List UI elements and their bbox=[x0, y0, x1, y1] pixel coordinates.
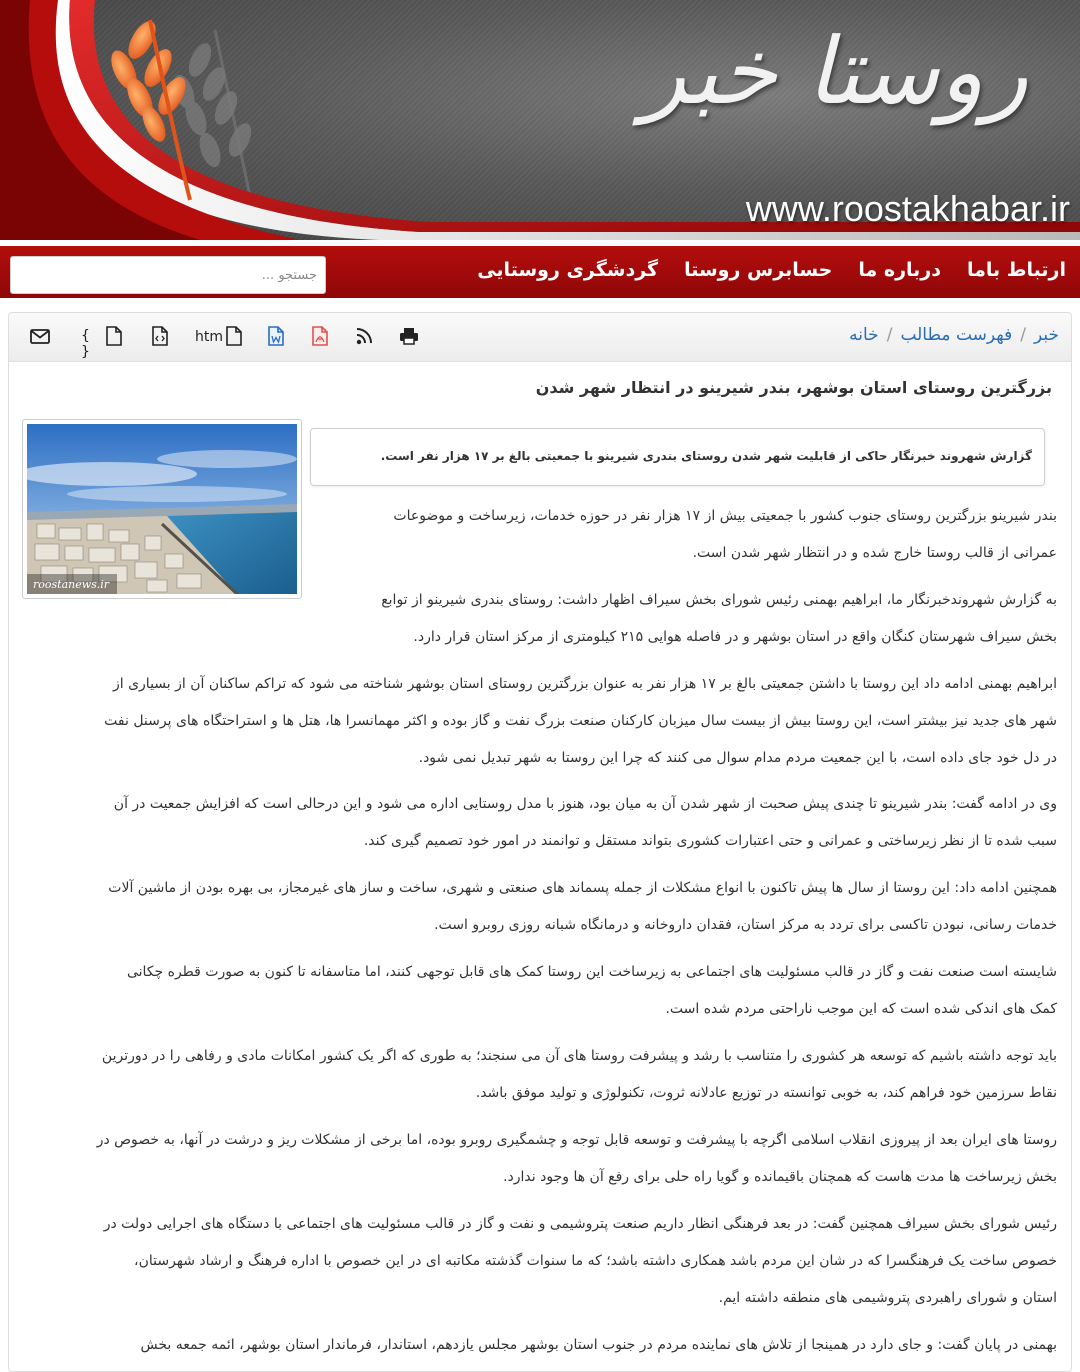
paragraph-line: ابراهیم بهمنی ادامه داد این روستا با داشتن جمعیتی بالغ بر ۱۷ هزار نفر به عنوان بزرگترین روستای استان بوشهر شناخته می شود که تراکم ساکنان آن از بسیاری از bbox=[112, 676, 1057, 692]
rss-icon[interactable] bbox=[355, 325, 375, 351]
breadcrumb-separator: / bbox=[1020, 325, 1026, 345]
export-tools bbox=[29, 325, 429, 360]
nav-item-contact-us[interactable]: ارتباط باما bbox=[967, 259, 1066, 281]
paragraph-line: بهمنی در پایان گفت: و جای دارد در همینجا از تلاش های نماینده مردم در جنوب استان بوشهر مجلس یازدهم، استاندار، فرماندار استان بوشهر، ائمه جمعه بخش bbox=[140, 1337, 1057, 1353]
code-icon[interactable] bbox=[151, 325, 169, 351]
paragraph-line: وی در ادامه گفت: بندر شیرینو تا چندی پیش صحبت از شهر شدن آن به میان بود، هنوز با مدل روستایی اداره می شود و این درحالی است که افزایش جمعیت در آن bbox=[113, 796, 1057, 812]
nav-item-village-auditor[interactable]: حسابرس روستا bbox=[684, 259, 833, 281]
paragraph-line: کمک های اندکی شده است که این موجب ناراحتی مردم شده است. bbox=[665, 1001, 1057, 1017]
breadcrumb bbox=[849, 325, 1059, 345]
pdf-icon[interactable] bbox=[311, 325, 329, 351]
paragraph-line: بخش زیرساخت ها مدت هاست که همچنان باقیمانده و گویا راه حلی برای رفع آن ها وجود ندارد. bbox=[503, 1169, 1057, 1185]
nav-item-rural-tourism[interactable]: گردشگری روستایی bbox=[477, 259, 659, 281]
article-paragraph bbox=[393, 498, 1057, 572]
breadcrumb-news[interactable]: خبر bbox=[1033, 325, 1059, 345]
article-lead-box bbox=[310, 428, 1045, 486]
paragraph-line: عمرانی از قالب روستا خارج شده و در انتظار شهر شدن است. bbox=[692, 545, 1057, 561]
search-input[interactable] bbox=[10, 256, 326, 294]
nav-menu bbox=[477, 259, 1066, 281]
paragraph-line: استان و شورای راهبردی پتروشیمی های منطقه داشته ایم. bbox=[718, 1290, 1057, 1306]
article-paragraph bbox=[97, 1122, 1057, 1196]
paragraph-line: همچنین ادامه داد: این روستا از سال ها پیش تاکنون با انواع مشکلات از جمله پسماند های صنعتی و شهری، ساخت و ساز های غیرمجاز، بی بهره بودن از ماشین آلات bbox=[108, 880, 1057, 896]
article-paragraph bbox=[127, 954, 1057, 1028]
paragraph-line: باید توجه داشته باشیم که توسعه هر کشوری را متناسب با رشد و پیشرفت روستا های آن می سنجند؛ به طوری که اگر یک کشور امکانات مادی و رفاهی را در دورترین bbox=[101, 1048, 1057, 1064]
paragraph-line: رئیس شورای بخش سیراف همچنین گفت: در بعد فرهنگی انظار داریم صنعت پتروشیمی و نفت و گاز در قالب مسئولیت های اجتماعی با دستگاه های اجرایی دولت در bbox=[103, 1216, 1057, 1232]
article-toolbar bbox=[9, 313, 1071, 362]
article-paragraph bbox=[381, 582, 1057, 656]
paragraph-line: شایسته است صنعت نفت و گاز در قالب مسئولیت های اجتماعی به زیرساخت این روستا کمک های قابل توجهی کنند، اما متاسفانه تا کنون به صورت قطره چکانی bbox=[126, 964, 1057, 980]
paragraph-line: خدمات رسانی، نبودن تاکسی برای تردد به مرکز استان، فقدان داروخانه و درمانگاه شبانه روزی روبرو است. bbox=[434, 917, 1057, 933]
photo-watermark: roostanews.ir bbox=[33, 578, 110, 591]
paragraph-line: نقاط سرزمین خود فراهم کند، به خوبی توانسته در توزیع عادلانه ثروت، تکنولوژی و تولید موفق باشد. bbox=[475, 1085, 1057, 1101]
article-photo bbox=[27, 424, 297, 594]
article-paragraph bbox=[102, 1038, 1057, 1112]
paragraph-line: در دل خود جای داده است، با این جمعیت مردم مدام سوال می کنند که چرا این روستا به شهر تبدیل نمی شود. bbox=[418, 750, 1057, 766]
paragraph-line: روستا های ایران بعد از پیروزی انقلاب اسلامی اگرچه با پیشرفت و توسعه قابل توجه و چشمگیری روبرو بوده، اما برخی از مشکلات ریز و درشت در آنها، به خصوص در bbox=[96, 1132, 1057, 1148]
article-paragraph bbox=[141, 1327, 1057, 1364]
main-nav-bar bbox=[0, 240, 1080, 298]
nav-item-about-us[interactable]: درباره ما bbox=[858, 259, 941, 281]
breadcrumb-contents[interactable]: فهرست مطالب bbox=[900, 325, 1013, 345]
paragraph-line: به گزارش شهروندخبرنگار ما، ابراهیم بهمنی رئیس شورای بخش سیراف اظهار داشت: روستای بندری شیرینو از توابع bbox=[381, 592, 1057, 608]
article-paragraph bbox=[108, 870, 1057, 944]
article-paragraph bbox=[104, 666, 1057, 777]
article-title: بزرگترین روستای استان بوشهر، بندر شیرینو در انتظار شهر شدن bbox=[535, 378, 1052, 397]
article-paragraph bbox=[114, 786, 1057, 860]
paragraph-line: بخش سیراف شهرستان کنگان واقع در استان بوشهر و در فاصله هوایی ۲۱۵ کیلومتری از مرکز استان قرار دارد. bbox=[413, 629, 1057, 645]
paragraph-line: خصوص ساخت یک فرهنگسرا که در شان این مردم باشد همکاری داشته باشد؛ که ما سنوات گذشته مکاتبه ای در این خصوص با اداره فرهنگ و ارشاد شهرستان، bbox=[134, 1253, 1057, 1269]
breadcrumb-home[interactable]: خانه bbox=[849, 325, 879, 345]
article-paragraph bbox=[104, 1206, 1057, 1317]
header-banner bbox=[0, 0, 1080, 240]
article-photo-frame bbox=[22, 419, 302, 599]
htm-label: htm bbox=[195, 329, 223, 345]
paragraph-line: شهر های جدید نیز بیشتر است، این روستا بیش از بیست سال میزبان کارکنان صنعت بزرگ نفت و گاز بوده و اکثر مهمانسرا ها، هتل ها و استراحتگاه های پرسنل نفت bbox=[104, 713, 1057, 729]
word-icon[interactable] bbox=[267, 325, 285, 351]
breadcrumb-separator: / bbox=[886, 325, 893, 345]
paragraph-line: سبب شده تا از نظر زیرساختی و عمرانی و حتی اعتبارات کشوری بتواند مستقل و توانمند در امور خود تصمیم گیری کند. bbox=[363, 833, 1057, 849]
site-logo-text: روستا خبر bbox=[641, 18, 1028, 125]
article-lead-text: گزارش شهروند خبرنگار حاکی از قابلیت شهر شدن روستای بندری شیرینو با جمعیتی بالغ بر ۱۷ هزار نفر است. bbox=[380, 449, 1032, 463]
paragraph-line: بندر شیرینو بزرگترین روستای جنوب کشور با جمعیتی بیش از ۱۷ هزار نفر در حوزه خدمات، زیرساخت و موضوعات bbox=[393, 508, 1057, 524]
print-icon[interactable] bbox=[399, 325, 419, 351]
json-label: { } bbox=[81, 328, 90, 360]
site-url: www.roostakhabar.ir bbox=[745, 188, 1070, 229]
email-icon[interactable] bbox=[29, 325, 51, 351]
